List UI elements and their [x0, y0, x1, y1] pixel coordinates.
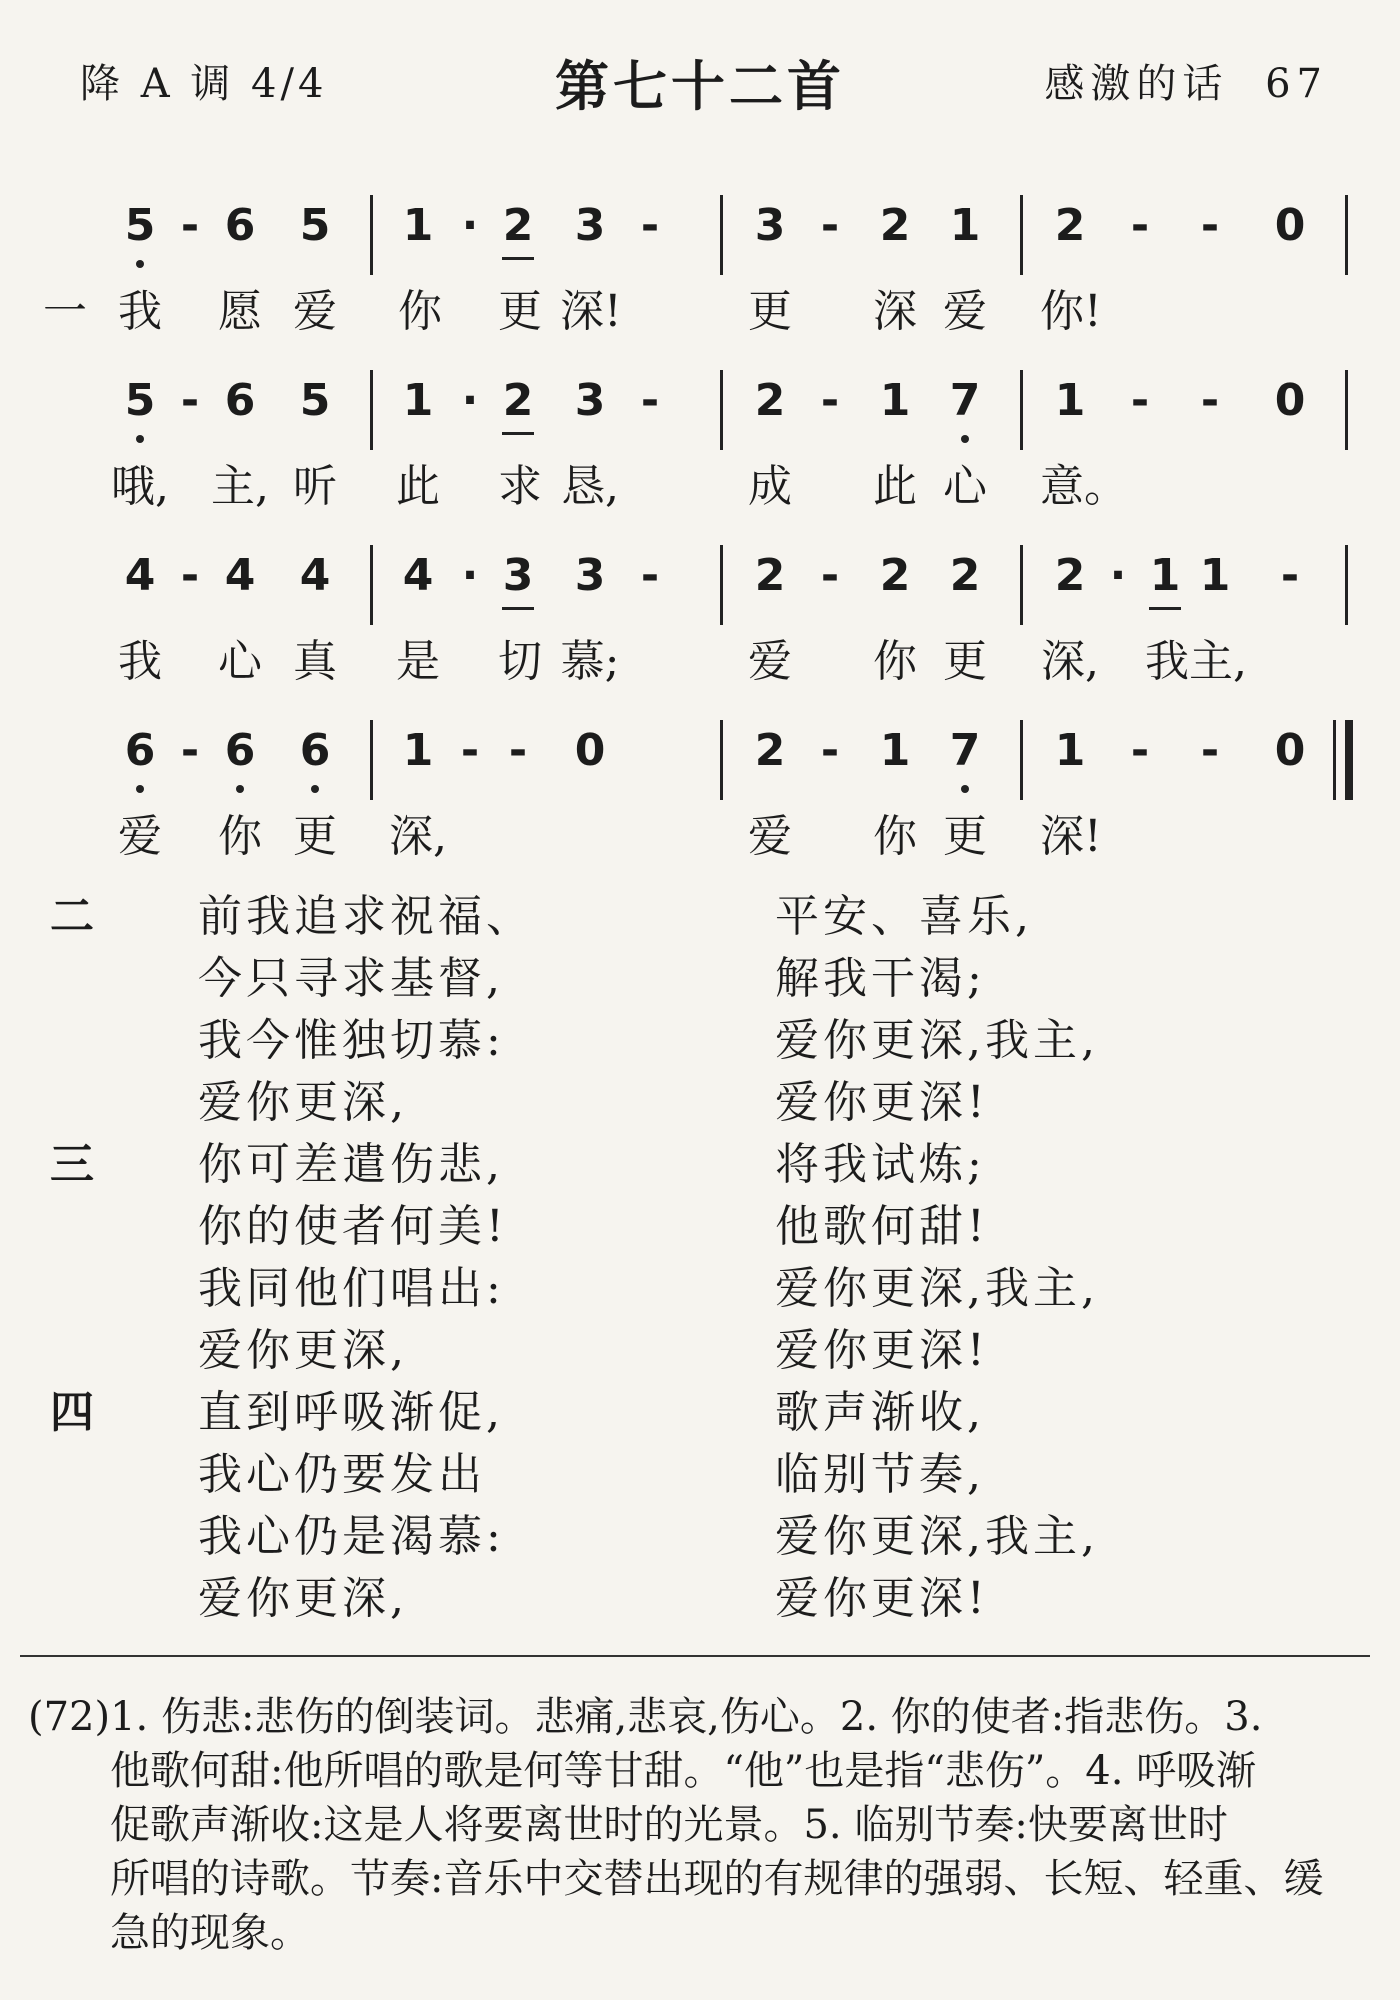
bar-line [1020, 370, 1023, 450]
dash-symbol: - [1200, 375, 1220, 426]
footnote-line: 所唱的诗歌。节奏:音乐中交替出现的有规律的强弱、长短、轻重、缓 [110, 1856, 1324, 1902]
verse-line-left: 我今惟独切慕: [198, 1015, 505, 1066]
lyric-syllable: 更 [293, 811, 337, 862]
lyric-syllable: 你 [398, 286, 442, 337]
dot-symbol: · [461, 375, 479, 426]
lyric-syllable: 成 [748, 461, 792, 512]
verse-line-right: 爱你更深! [775, 1077, 989, 1128]
lyric-syllable: 深, [1041, 636, 1099, 687]
bar-line [370, 370, 373, 450]
note: 5 [299, 200, 331, 251]
verse-line-left: 你可差遣伤悲, [198, 1139, 504, 1190]
bar-line [1345, 545, 1348, 625]
bar-line [370, 545, 373, 625]
rhythm-underline [502, 432, 534, 435]
note: 5 [124, 375, 156, 426]
lyric-syllable: 慕; [560, 636, 620, 687]
lyric-syllable: 此 [873, 461, 917, 512]
note: 2 [879, 200, 911, 251]
verse-line-left: 我心仍要发出 [198, 1449, 486, 1500]
bar-line [720, 720, 723, 800]
lyric-syllable: 爱 [118, 811, 162, 862]
rhythm-underline [502, 607, 534, 610]
note: 4 [402, 550, 434, 601]
dash-symbol: - [180, 375, 200, 426]
verse-line-left: 我心仍是渴慕: [198, 1511, 505, 1562]
octave-dot [136, 435, 144, 443]
lyric-syllable: 爱 [748, 636, 792, 687]
lyric-syllable: 恳, [561, 461, 619, 512]
note: 1 [1054, 375, 1086, 426]
dash-symbol: - [1200, 725, 1220, 776]
verse-line-left: 前我追求祝福、 [198, 891, 534, 942]
dot-symbol: · [1109, 550, 1127, 601]
page-number: 67 [1265, 61, 1328, 107]
note: 3 [754, 200, 786, 251]
note: 2 [949, 550, 981, 601]
rhythm-underline [1149, 607, 1181, 610]
lyric-syllable: 深! [1040, 811, 1102, 862]
lyric-syllable: 哦, [111, 461, 169, 512]
dash-symbol: - [1280, 550, 1300, 601]
note: 5 [299, 375, 331, 426]
lyric-syllable: 真 [293, 636, 337, 687]
lyric-syllable: 更 [748, 286, 792, 337]
note: 1 [1054, 725, 1086, 776]
footnote-line: 急的现象。 [110, 1910, 310, 1956]
dot-symbol: · [461, 550, 479, 601]
verse-number: 二 [50, 891, 94, 942]
lyric-syllable: 意。 [1040, 461, 1128, 512]
verse-number: 三 [50, 1139, 94, 1190]
bar-line [370, 195, 373, 275]
octave-dot [311, 785, 319, 793]
bar-line [1345, 370, 1348, 450]
note: 2 [754, 375, 786, 426]
dash-symbol: - [1130, 375, 1150, 426]
hymn-subtitle-and-page [1044, 52, 1328, 109]
verse-line-right: 平安、喜乐, [775, 891, 1033, 942]
lyric-syllable: 爱 [943, 286, 987, 337]
note: 1 [879, 375, 911, 426]
note: 1 [1149, 550, 1181, 601]
verse-line-left: 爱你更深, [198, 1573, 408, 1624]
verse-line-right: 爱你更深,我主, [775, 1015, 1099, 1066]
bar-line [720, 545, 723, 625]
dot-symbol: · [461, 200, 479, 251]
dash-symbol: - [820, 550, 840, 601]
lyric-syllable: 求 [498, 461, 542, 512]
note: 3 [574, 550, 606, 601]
lyric-syllable: 心 [943, 461, 987, 512]
rhythm-underline [502, 257, 534, 260]
bar-line [1020, 195, 1023, 275]
note: 0 [574, 725, 606, 776]
verse-line-right: 将我试炼; [775, 1139, 986, 1190]
verse-line-right: 爱你更深,我主, [775, 1511, 1099, 1562]
lyric-syllable: 你! [1040, 286, 1102, 337]
note: 2 [879, 550, 911, 601]
dash-symbol: - [180, 550, 200, 601]
dash-symbol: - [640, 375, 660, 426]
octave-dot [961, 435, 969, 443]
note: 6 [224, 375, 256, 426]
verse-line-left: 今只寻求基督, [198, 953, 504, 1004]
octave-dot [136, 785, 144, 793]
note: 2 [502, 375, 534, 426]
bar-line [1345, 195, 1348, 275]
note: 4 [124, 550, 156, 601]
lyric-syllable: 此 [396, 461, 440, 512]
note: 0 [1274, 725, 1306, 776]
lyric-syllable: 你 [873, 811, 917, 862]
lyric-syllable: 更 [943, 636, 987, 687]
verse-line-left: 爱你更深, [198, 1077, 408, 1128]
verse-line-left: 我同他们唱出: [198, 1263, 505, 1314]
dash-symbol: - [820, 375, 840, 426]
note: 1 [949, 200, 981, 251]
octave-dot [136, 260, 144, 268]
dash-symbol: - [1130, 725, 1150, 776]
note: 5 [124, 200, 156, 251]
verse-line-right: 他歌何甜! [775, 1201, 989, 1252]
verse-line-right: 爱你更深! [775, 1325, 989, 1376]
note: 3 [574, 375, 606, 426]
dash-symbol: - [460, 725, 480, 776]
lyric-syllable: 更 [498, 286, 542, 337]
note: 2 [1054, 550, 1086, 601]
note: 7 [949, 725, 981, 776]
note: 3 [574, 200, 606, 251]
key-signature: 降 A 调 4/4 [80, 61, 328, 107]
note: 2 [1054, 200, 1086, 251]
lyric-syllable: 主, [211, 461, 269, 512]
verse-number: 四 [50, 1387, 94, 1438]
verse-line-left: 爱你更深, [198, 1325, 408, 1376]
note: 2 [502, 200, 534, 251]
note: 1 [402, 375, 434, 426]
bar-line [720, 195, 723, 275]
lyric-syllable: 爱 [293, 286, 337, 337]
bar-line [1020, 720, 1023, 800]
bar-line [720, 370, 723, 450]
lyric-syllable: 深, [389, 811, 447, 862]
note: 1 [1199, 550, 1231, 601]
footnote-line: 他歌何甜:他所唱的歌是何等甘甜。“他”也是指“悲伤”。4. 呼吸渐 [110, 1748, 1257, 1794]
verse-line-left: 直到呼吸渐促, [198, 1387, 504, 1438]
dash-symbol: - [508, 725, 528, 776]
bar-line [370, 720, 373, 800]
footnote-divider [20, 1655, 1370, 1657]
dash-symbol: - [1130, 200, 1150, 251]
note: 1 [402, 200, 434, 251]
note: 2 [754, 550, 786, 601]
lyric-syllable: 深! [560, 286, 622, 337]
lyric-syllable: 爱 [748, 811, 792, 862]
verse-line-right: 爱你更深,我主, [775, 1263, 1099, 1314]
verse-line-right: 爱你更深! [775, 1573, 989, 1624]
note: 1 [402, 725, 434, 776]
lyric-syllable: 听 [293, 461, 337, 512]
dash-symbol: - [640, 550, 660, 601]
note: 6 [299, 725, 331, 776]
footnote-line: (72)1. 伤悲:悲伤的倒装词。悲痛,悲哀,伤心。2. 你的使者:指悲伤。3. [28, 1694, 1263, 1740]
note: 7 [949, 375, 981, 426]
verse-line-right: 解我干渴; [775, 953, 986, 1004]
lyric-syllable: 我 [118, 636, 162, 687]
lyric-syllable: 你 [873, 636, 917, 687]
footnote [28, 1690, 1378, 1960]
bar-line [1020, 545, 1023, 625]
lyric-syllable: 愿 [218, 286, 262, 337]
note: 2 [754, 725, 786, 776]
footnote-line: 促歌声渐收:这是人将要离世时的光景。5. 临别节奏:快要离世时 [110, 1802, 1228, 1848]
hymn-title: 第七十二首 [555, 55, 845, 118]
note: 4 [299, 550, 331, 601]
note: 6 [124, 725, 156, 776]
lyric-syllable: 我 [118, 286, 162, 337]
dash-symbol: - [820, 725, 840, 776]
verse-line-left: 你的使者何美! [198, 1201, 508, 1252]
note: 0 [1274, 375, 1306, 426]
dash-symbol: - [640, 200, 660, 251]
octave-dot [236, 785, 244, 793]
dash-symbol: - [820, 200, 840, 251]
lyric-syllable: 深 [873, 286, 917, 337]
note: 1 [879, 725, 911, 776]
lyric-syllable: 你 [218, 811, 262, 862]
note: 4 [224, 550, 256, 601]
note: 0 [1274, 200, 1306, 251]
octave-dot [961, 785, 969, 793]
dash-symbol: - [180, 725, 200, 776]
lyric-syllable: 一 [43, 286, 87, 337]
bar-line [1345, 720, 1353, 800]
bar-line [1333, 720, 1336, 800]
verse-line-right: 歌声渐收, [775, 1387, 985, 1438]
lyric-syllable: 切 [498, 636, 542, 687]
hymn-subtitle: 感激的话 [1044, 61, 1229, 107]
note: 6 [224, 200, 256, 251]
lyric-syllable: 更 [943, 811, 987, 862]
note: 6 [224, 725, 256, 776]
dash-symbol: - [1200, 200, 1220, 251]
lyric-syllable: 我主, [1145, 636, 1247, 687]
note: 3 [502, 550, 534, 601]
lyric-syllable: 心 [218, 636, 262, 687]
lyric-syllable: 是 [396, 636, 440, 687]
verse-line-right: 临别节奏, [775, 1449, 985, 1500]
dash-symbol: - [180, 200, 200, 251]
